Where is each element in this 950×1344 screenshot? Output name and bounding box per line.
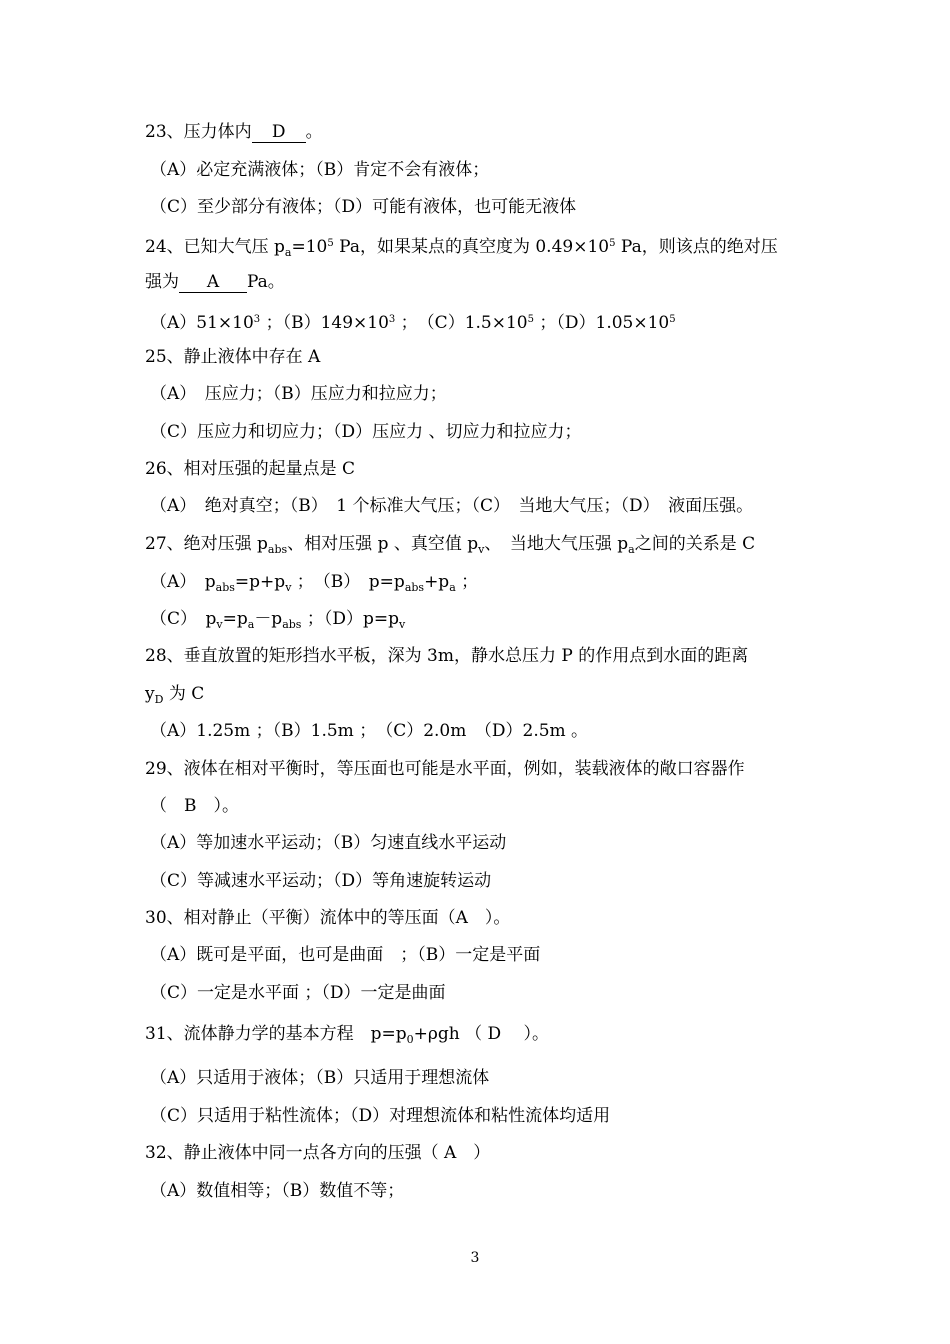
question-text: 强为	[145, 272, 179, 292]
page-number: 3	[470, 1250, 480, 1266]
superscript: 5	[669, 314, 676, 325]
option-text: ；（B）149×10	[260, 313, 389, 333]
superscript: 3	[253, 314, 261, 325]
question-29-options-2: （C）等减速水平运动；（D）等角速旋转运动	[150, 871, 492, 891]
subscript: a	[284, 246, 292, 259]
question-text: Pa，如果某点的真空度为 0.49×10	[333, 237, 610, 257]
question-text: 27、绝对压强 p	[145, 534, 268, 554]
option-text: =p	[222, 609, 248, 629]
question-29-options-1: （A）等加速水平运动；（B）匀速直线水平运动	[150, 833, 507, 853]
subscript: abs	[267, 543, 288, 556]
question-32-stem: 32、静止液体中同一点各方向的压强（ A ）	[145, 1143, 491, 1163]
question-31-options-2: （C）只适用于粘性流体；（D）对理想流体和粘性流体均适用	[150, 1106, 611, 1126]
subscript: v	[216, 618, 223, 631]
question-text: 31、流体静力学的基本方程 p=p	[145, 1024, 407, 1044]
question-32-options-1: （A）数值相等；（B）数值不等；	[150, 1181, 405, 1201]
subscript: abs	[215, 581, 235, 594]
question-28-stem: 28、垂直放置的矩形挡水平板，深为 3m，静水总压力 P 的作用点到水面的距离	[145, 646, 749, 666]
option-text: ；	[455, 572, 479, 592]
question-text: Pa，则该点的绝对压	[615, 237, 778, 257]
question-30-options-1: （A）既可是平面，也可是曲面 ；（B）一定是平面	[150, 945, 541, 965]
question-24-options	[150, 308, 820, 335]
subscript: abs	[282, 618, 302, 631]
question-23-options-1: （A）必定充满液体；（B）肯定不会有液体；	[150, 160, 490, 180]
question-text: 23、压力体内	[145, 122, 252, 142]
question-27-stem	[145, 532, 815, 562]
question-27-options-2	[150, 607, 820, 637]
question-30-options-2: （C）一定是水平面 ；（D）一定是曲面	[150, 983, 446, 1003]
question-24-stem-line-2	[145, 270, 815, 294]
question-25-options-2: （C）压应力和切应力；（D）压应力 、切应力和拉应力；	[150, 422, 582, 442]
question-23-options-2: （C）至少部分有液体；（D）可能有液体，也可能无液体	[150, 197, 577, 217]
subscript: D	[154, 693, 164, 706]
answer-blank: D	[252, 122, 306, 143]
subscript: v	[399, 618, 406, 631]
question-31-options-1: （A）只适用于液体；（B）只适用于理想流体	[150, 1068, 490, 1088]
subscript: abs	[404, 581, 425, 594]
option-text: －p	[254, 609, 283, 629]
question-text: =10	[291, 237, 328, 257]
option-text: =p+p	[234, 572, 286, 592]
answer-blank: A	[179, 272, 247, 293]
option-text: （A） p	[150, 572, 216, 592]
question-text: 24、已知大气压 p	[145, 237, 285, 257]
question-29-stem: 29、液体在相对平衡时，等压面也可能是水平面，例如，装载液体的敞口容器作	[145, 759, 745, 779]
question-25-options-1: （A） 压应力；（B）压应力和拉应力；	[150, 384, 447, 404]
option-text: （C） p	[150, 609, 217, 629]
superscript: 5	[609, 238, 616, 249]
subscript: v	[478, 543, 485, 556]
superscript: 3	[388, 314, 396, 325]
subscript: v	[285, 581, 292, 594]
subscript: a	[628, 543, 635, 556]
question-28-stem-line-2	[145, 682, 815, 712]
question-26-stem: 26、相对压强的起量点是 C	[145, 459, 356, 479]
option-text: ； （B） p=p	[291, 572, 405, 592]
question-31-stem	[145, 1022, 815, 1052]
superscript: 5	[527, 314, 534, 325]
question-23-stem	[145, 120, 815, 144]
question-text: 。	[305, 122, 323, 142]
subscript: 0	[406, 1033, 414, 1046]
option-text: ；（D）p=p	[301, 609, 399, 629]
subscript: a	[449, 581, 456, 594]
question-text: 为 C	[163, 684, 205, 704]
option-text: +p	[424, 572, 450, 592]
question-text: y	[145, 684, 155, 704]
question-text: Pa。	[247, 272, 285, 292]
question-text: 之间的关系是 C	[634, 534, 756, 554]
option-text: ；（D）1.05×10	[533, 313, 670, 333]
question-text: +ρgh （ D ）。	[413, 1024, 550, 1044]
question-25-stem: 25、静止液体中存在 A	[145, 347, 321, 367]
option-text: ； （C）1.5×10	[395, 313, 528, 333]
question-text: 、相对压强 p 、真空值 p	[287, 534, 479, 554]
question-text: 、 当地大气压强 p	[484, 534, 629, 554]
question-24-stem	[145, 232, 815, 265]
question-28-options: （A）1.25m ；（B）1.5m ； （C）2.0m （D）2.5m 。	[150, 721, 589, 741]
question-29-stem-line-2: （ B ）。	[150, 796, 239, 816]
question-27-options-1	[150, 570, 820, 600]
superscript: 5	[327, 238, 334, 249]
option-text: （A）51×10	[150, 313, 254, 333]
question-30-stem: 30、相对静止（平衡）流体中的等压面（A ）。	[145, 908, 511, 928]
subscript: a	[247, 618, 255, 631]
question-26-options: （A） 绝对真空；（B） 1 个标准大气压；（C） 当地大气压；（D） 液面压强。	[150, 496, 754, 516]
